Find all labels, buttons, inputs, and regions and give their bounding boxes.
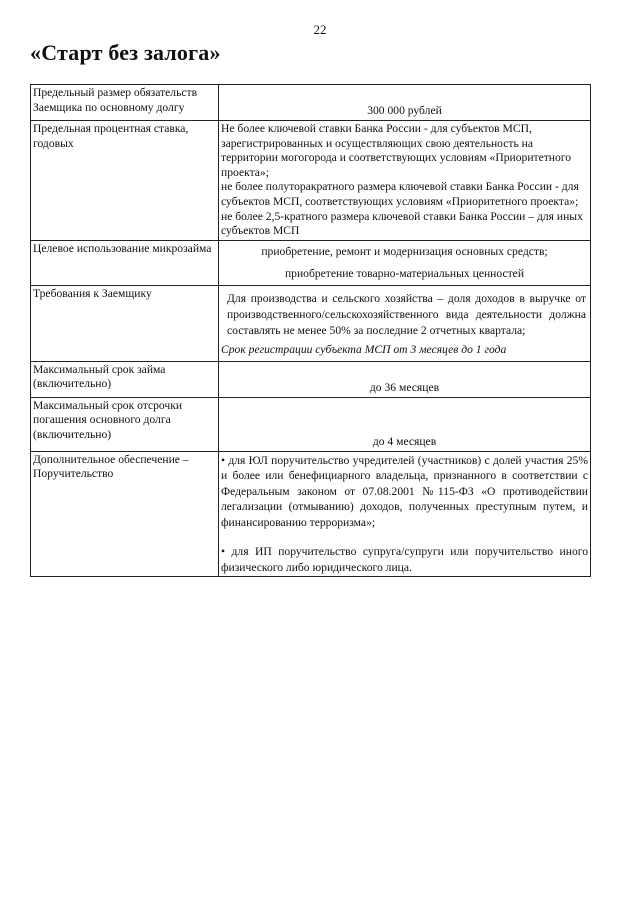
row-label-interest-rate: Предельная процентная ставка, годовых [31, 121, 219, 241]
guarantee-cell [219, 451, 591, 577]
loan-terms-table [30, 84, 591, 577]
row-label-requirements: Требования к Заемщику [31, 285, 219, 361]
purpose-cell [219, 240, 591, 285]
table-row [31, 121, 591, 241]
grace-value: до 4 месяцев [219, 397, 591, 451]
max-term-value: до 36 месяцев [219, 361, 591, 397]
page-title: «Старт без залога» [30, 40, 221, 65]
row-label-guarantee: Дополнительное обеспечение – Поручительство [31, 451, 219, 577]
row-label-max-amount: Предельный размер обязательств Заемщика по основному долгу [31, 85, 219, 121]
interest-rate-line: не более полуторакратного размера ключевой ставки Банка России - для субъектов МСП, соответствующих условиям «Приоритетного проекта»; [221, 180, 579, 208]
requirements-text: Для производства и сельского хозяйства – доля доходов в выручке от производственного/сельскохозяйственного вида деятельности должна составлять не менее 50% за последние 2 отчетных квартала; [227, 291, 586, 337]
table-row [31, 451, 591, 577]
registration-term-text: Срок регистрации субъекта МСП от 3 месяцев до 1 года [221, 342, 507, 356]
interest-rate-line: не более 2,5-кратного размера ключевой ставки Банка России – для иных субъектов МСП [221, 209, 583, 238]
guarantee-item-entrepreneur: • для ИП поручительство супруга/супруги или поручительство иного физического либо юридического лица. [221, 545, 588, 574]
guarantee-item-legal-entity: • для ЮЛ поручительство учредителей (участников) с долей участия 25% и более или бенефициарного владельца, признанного в соответствии с Федеральным законом от 07.08.2001 №115-ФЗ «О противодействии легализации (отмыванию) доходов, полученных преступным путем, и финансированию терроризма»; [221, 453, 588, 529]
purpose-line: приобретение товарно-материальных ценностей [284, 266, 525, 280]
table-row [31, 397, 591, 451]
purpose-line: приобретение, ремонт и модернизация основных средств; [261, 244, 548, 258]
requirements-cell [219, 285, 591, 361]
interest-rate-cell [219, 121, 591, 241]
max-amount-value: 300 000 рублей [219, 85, 591, 121]
table-row [31, 285, 591, 361]
row-label-max-term: Максимальный срок займа (включительно) [31, 361, 219, 397]
page-number: 22 [313, 22, 327, 37]
table-row [31, 85, 591, 121]
table-row [31, 361, 591, 397]
row-label-grace: Максимальный срок отсрочки погашения основного долга (включительно) [31, 397, 219, 451]
row-label-purpose: Целевое использование микрозайма [31, 240, 219, 285]
table-row [31, 240, 591, 285]
interest-rate-line: Не более ключевой ставки Банка России - для субъектов МСП, зарегистрированных и осуществляющих свою деятельность на территории могогорода и соответствующих условиям «Приоритетного проекта»; [221, 122, 572, 179]
